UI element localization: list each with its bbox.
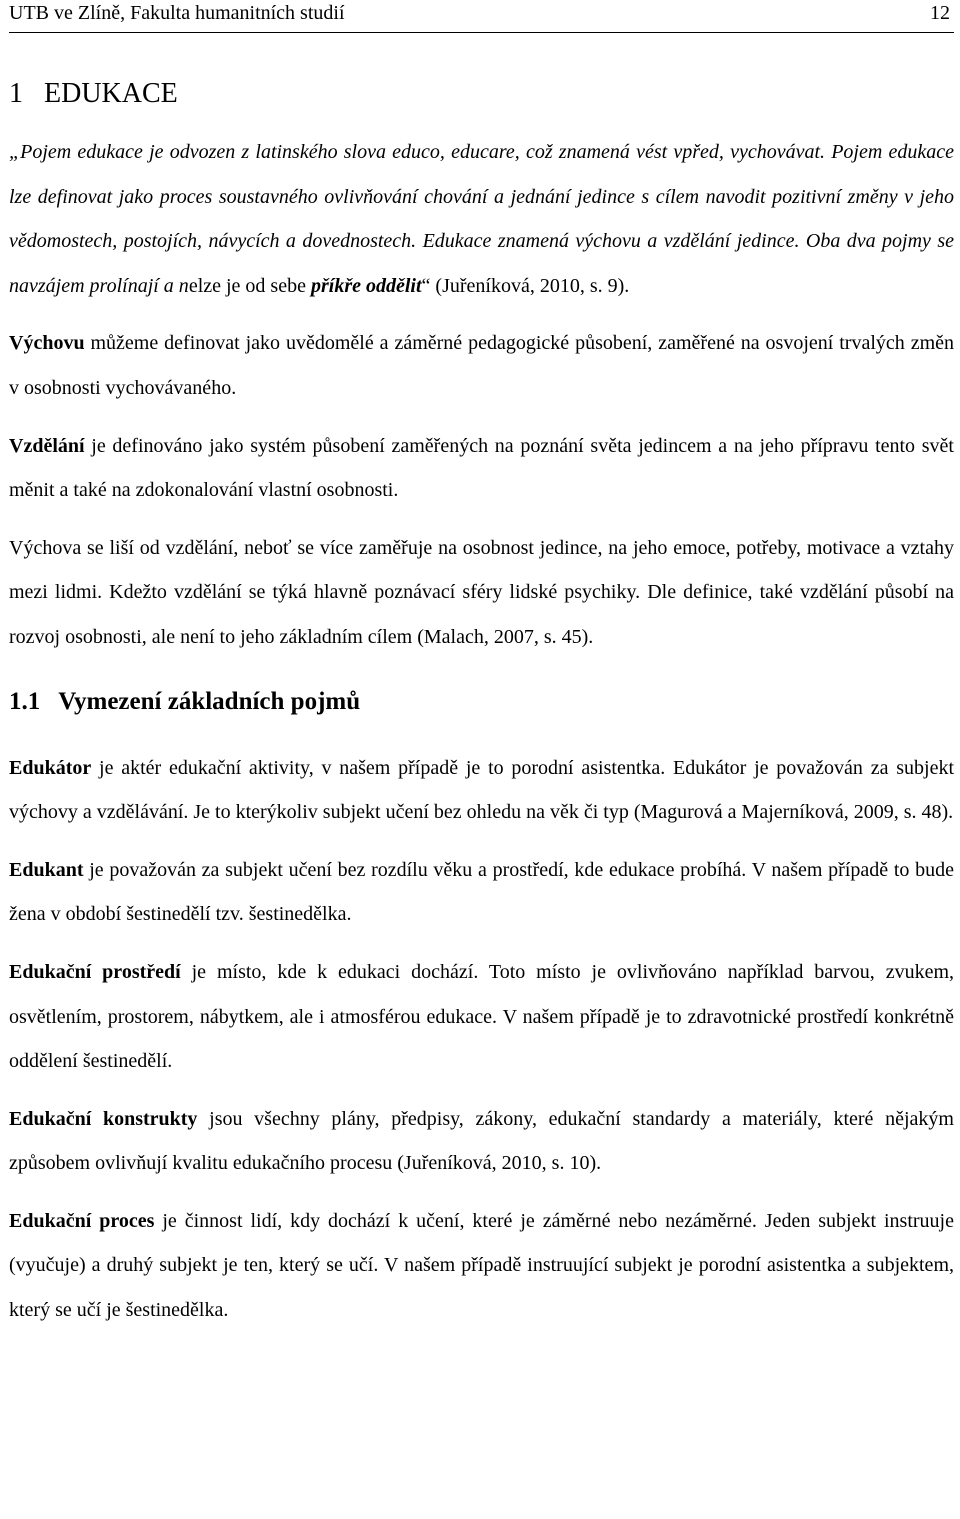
definition-prostredi: je místo, kde k edukaci dochází. Toto místo je ovlivňováno například barvou, zvukem, osvětlením, prostorem, nábytkem, ale i atmosférou edukace. V našem případě je to zdravotnické prostředí konkrétně oddělení šestinedělí. [9,960,955,1073]
paragraph-vzdelani [9,424,954,513]
paragraph-edukant [9,848,954,937]
document-body [9,74,954,1346]
definition-vzdelani: je definováno jako systém působení zaměřených na poznání světa jedincem a na jeho přípravu tento svět měnit a také na zdokonalování vlastní osobnosti. [9,434,954,502]
term-vzdelani: Vzdělání [9,434,85,457]
paragraph-edukator [9,746,954,835]
intro-paragraph [9,130,954,308]
term-vychova: Výchovu [9,332,85,355]
intro-citation: “ (Juřeníková, 2010, s. 9). [421,274,630,297]
paragraph-vychova [9,321,954,410]
page-header [9,0,954,33]
page-number: 12 [930,2,950,24]
definition-vychova: můžeme definovat jako uvědomělé a záměrné pedagogické působení, zaměřené na osvojení trvalých změn v osobnosti vychovávaného. [9,332,954,399]
chapter-heading [9,74,954,114]
intro-text: elze je od sebe [188,274,311,297]
section-number: 1.1 [9,687,41,715]
definition-konstrukty: jsou všechny plány, předpisy, zákony, edukační standardy a materiály, které nějakým způsobem ovlivňují kvalitu edukačního procesu (Juřeníková, 2010, s. 10). [9,1107,954,1175]
intro-emphasis: příkře oddělit [310,274,422,297]
definition-edukant: je považován za subjekt učení bez rozdílu věku a prostředí, kde edukace probíhá. V našem případě to bude žena v období šestinedělí tzv. šestinedělka. [9,858,954,926]
definition-proces: je činnost lidí, kdy dochází k učení, které je záměrné nebo nezáměrné. Jeden subjekt instruuje (vyučuje) a druhý subjekt je ten, který se učí. V našem případě instruující subjekt je porodní asistentka a subjektem, který se učí je šestinedělka. [9,1209,954,1322]
paragraph-rozdil: Výchova se liší od vzdělání, neboť se více zaměřuje na osobnost jedince, na jeho emoce, potřeby, motivace a vztahy mezi lidmi. Kdežto vzdělání se týká hlavně poznávací sféry lidské psychiky. Dle definice, také vzdělání působí na rozvoj osobnosti, ale není to jeho základním cílem (Malach, 2007, s. 45). [9,536,954,648]
section-heading [9,682,954,722]
chapter-title: EDUKACE [44,78,178,109]
paragraph-konstrukty [9,1097,954,1186]
paragraph-prostredi [9,950,954,1084]
section-title: Vymezení základních pojmů [58,687,361,715]
term-konstrukty: Edukační konstrukty [9,1107,198,1130]
term-prostredi: Edukační prostředí [9,960,181,983]
header-institution: UTB ve Zlíně, Fakulta humanitních studií [9,2,345,24]
term-proces: Edukační proces [9,1209,155,1232]
paragraph-proces [9,1199,954,1333]
chapter-number: 1 [9,78,23,109]
intro-quote: „Pojem edukace je odvozen z latinského slova educo, educare, což znamená vést vpřed, vychovávat. Pojem edukace lze definovat jako proces soustavného ovlivňování chování a jednání jedince s cílem navodit pozitivní změny v jeho vědomostech, postojích, návycích a dovednostech. Edukace znamená výchovu a vzdělání jedince. Oba dva pojmy se navzájem prolínají a n [9,141,954,297]
term-edukant: Edukant [9,858,84,881]
definition-edukator: je aktér edukační aktivity, v našem případě je to porodní asistentka. Edukátor je považován za subjekt výchovy a vzdělávání. Je to kterýkoliv subjekt učení bez ohledu na věk či typ (Magurová a Majerníková, 2009, s. 48). [9,756,954,824]
term-edukator: Edukátor [9,756,92,779]
